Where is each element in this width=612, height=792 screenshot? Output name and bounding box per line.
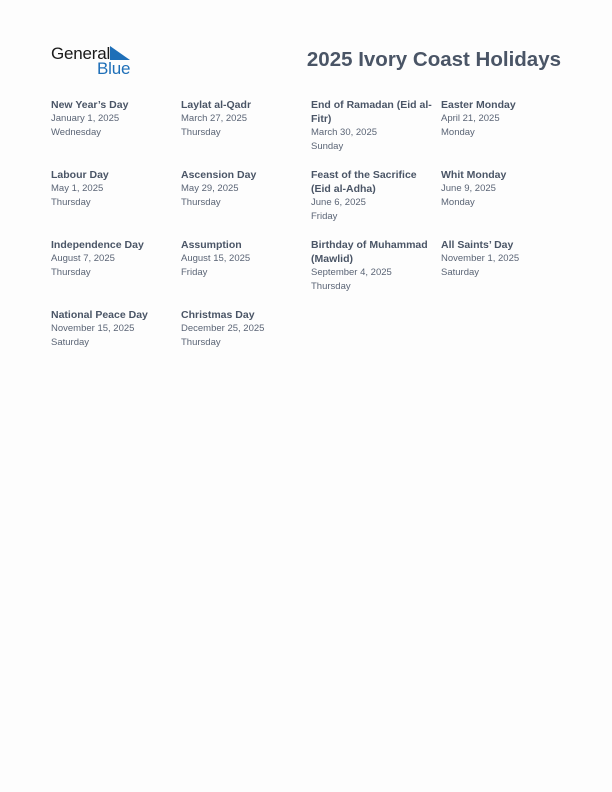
holiday-weekday: Monday: [441, 127, 475, 138]
holiday-item: [51, 238, 181, 308]
holiday-date: June 6, 2025: [311, 197, 366, 208]
holiday-name: Birthday of Muhammad (Mawlid): [311, 239, 428, 265]
holiday-item: [181, 308, 311, 378]
holiday-name: Whit Monday: [441, 169, 507, 181]
holiday-date: March 30, 2025: [311, 127, 378, 138]
holiday-weekday: Wednesday: [51, 127, 101, 138]
holiday-weekday: Thursday: [51, 197, 91, 208]
holiday-weekday: Saturday: [51, 337, 90, 348]
holiday-date: December 25, 2025: [181, 323, 265, 334]
holiday-weekday: Saturday: [441, 267, 480, 278]
holiday-name: Ascension Day: [181, 169, 257, 181]
holiday-item: [311, 238, 441, 308]
brand-logo: [51, 44, 141, 78]
holiday-name: Assumption: [181, 239, 242, 251]
holiday-item: [311, 168, 441, 238]
holiday-date: August 7, 2025: [51, 253, 115, 264]
holiday-date: September 4, 2025: [311, 267, 392, 278]
holiday-date: April 21, 2025: [441, 113, 500, 124]
holiday-date: November 1, 2025: [441, 253, 520, 264]
logo-triangle-icon: [110, 46, 130, 60]
holiday-weekday: Thursday: [311, 281, 351, 292]
holiday-item: [51, 98, 181, 168]
holiday-weekday: Thursday: [51, 267, 91, 278]
holiday-name: Feast of the Sacrifice (Eid al-Adha): [311, 169, 417, 195]
holiday-date: May 1, 2025: [51, 183, 104, 194]
holiday-date: June 9, 2025: [441, 183, 496, 194]
holiday-item: [181, 98, 311, 168]
holiday-item: [181, 168, 311, 238]
holiday-name: Labour Day: [51, 169, 109, 181]
holiday-item: [441, 98, 571, 168]
holiday-name: Christmas Day: [181, 309, 255, 321]
page-title: 2025 Ivory Coast Holidays: [306, 48, 561, 71]
holiday-name: Independence Day: [51, 239, 144, 251]
holiday-name: Easter Monday: [441, 99, 516, 111]
holiday-list: [51, 98, 571, 378]
holiday-weekday: Thursday: [181, 337, 221, 348]
holiday-weekday: Thursday: [181, 127, 221, 138]
holiday-weekday: Friday: [181, 267, 208, 278]
holiday-name: National Peace Day: [51, 309, 148, 321]
holiday-name: End of Ramadan (Eid al-Fitr): [311, 99, 432, 125]
holiday-item: [181, 238, 311, 308]
holiday-weekday: Sunday: [311, 141, 344, 152]
holiday-name: Laylat al-Qadr: [181, 99, 252, 111]
holiday-date: November 15, 2025: [51, 323, 135, 334]
holiday-date: May 29, 2025: [181, 183, 239, 194]
logo-word-blue: Blue: [97, 59, 131, 78]
holiday-weekday: Thursday: [181, 197, 221, 208]
holiday-weekday: Monday: [441, 197, 475, 208]
holiday-name: All Saints’ Day: [441, 239, 514, 251]
logo-word-general: General: [51, 44, 111, 63]
holiday-item: [51, 168, 181, 238]
holiday-item: [441, 168, 571, 238]
holiday-item: [441, 238, 571, 308]
holiday-date: January 1, 2025: [51, 113, 120, 124]
holiday-item: [311, 98, 441, 168]
holiday-name: New Year’s Day: [51, 99, 129, 111]
holiday-item: [51, 308, 181, 378]
holiday-date: March 27, 2025: [181, 113, 248, 124]
holiday-date: August 15, 2025: [181, 253, 251, 264]
holiday-weekday: Friday: [311, 211, 338, 222]
